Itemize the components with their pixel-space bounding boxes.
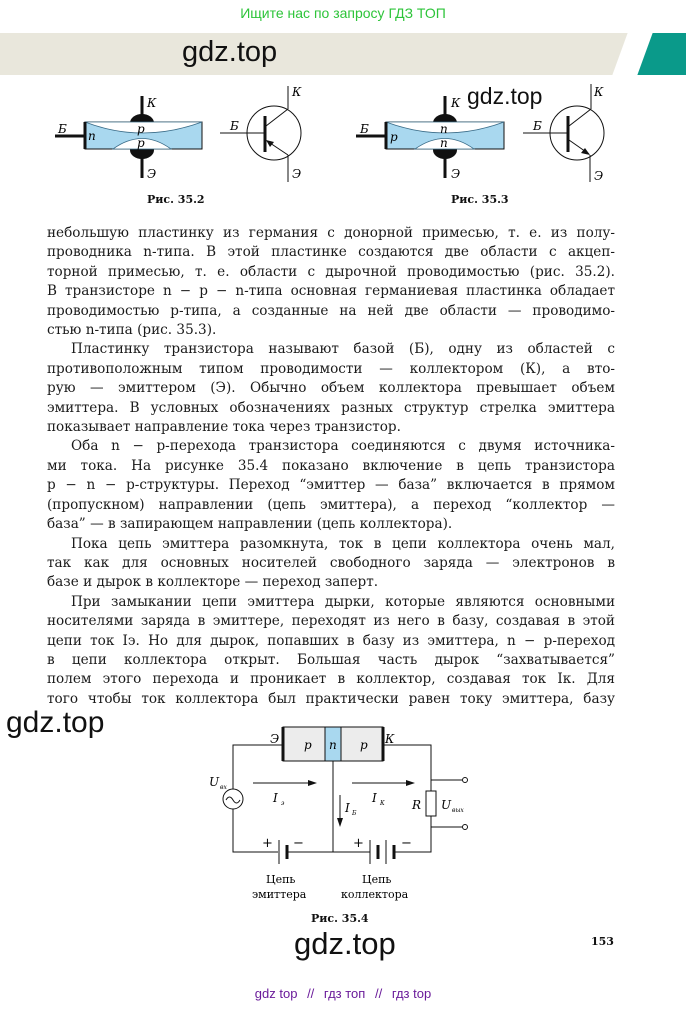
text-line: Пластинку транзистора называют базой (Б), одну из областей с bbox=[71, 341, 615, 358]
svg-text:p: p bbox=[137, 136, 145, 150]
text-line: так как для основных носителей свободного заряда — электронов в bbox=[47, 554, 615, 571]
text-line: того чтобы ток коллектора был практически равен току эмиттера, базу bbox=[47, 690, 615, 707]
text-line: эмиттера. В условных обозначениях разных структур стрелка эмиттера bbox=[47, 399, 615, 416]
svg-text:Э: Э bbox=[292, 167, 302, 181]
watermark-left: gdz.top bbox=[6, 706, 105, 739]
text-line: Оба n − p-перехода транзистора соединяются с двумя источника- bbox=[71, 438, 615, 455]
svg-text:Б: Б bbox=[352, 810, 357, 817]
body-text bbox=[47, 224, 615, 709]
svg-text:−: − bbox=[293, 836, 304, 851]
svg-text:вых: вых bbox=[452, 807, 464, 814]
text-line: в цепи коллектора открыт. Большая часть дырок “захватывается” bbox=[47, 651, 615, 668]
transistor-pnp-structure-diagram bbox=[40, 80, 320, 210]
svg-text:I: I bbox=[345, 801, 350, 815]
svg-text:I: I bbox=[372, 791, 377, 805]
svg-text:К: К bbox=[451, 96, 461, 110]
svg-text:+: + bbox=[353, 836, 364, 851]
svg-text:вх: вх bbox=[220, 784, 227, 791]
text-line: цепи ток Iэ. Но для дырок, попавших в базу из эмиттера, n − p-переход bbox=[47, 632, 615, 649]
svg-text:n: n bbox=[88, 129, 96, 143]
svg-text:К: К bbox=[292, 85, 302, 99]
svg-text:p: p bbox=[360, 738, 368, 752]
text-line: база” — в запирающем направлении (цепь коллектора). bbox=[47, 516, 453, 533]
text-line: ми тока. На рисунке 35.4 показано включение в цепь транзистора bbox=[47, 457, 615, 474]
footer-separator: // bbox=[374, 986, 383, 1001]
text-line: стью n-типа (рис. 35.3). bbox=[47, 322, 217, 339]
text-line: полем этого перехода и проникает в коллектор, создавая ток Iк. Для bbox=[47, 671, 615, 688]
transistor-circuit-diagram bbox=[200, 720, 480, 930]
svg-text:Б: Б bbox=[360, 122, 369, 136]
svg-text:К: К bbox=[594, 85, 604, 99]
svg-text:−: − bbox=[401, 836, 412, 851]
svg-text:Цепь: Цепь bbox=[362, 873, 392, 886]
text-line: p − n − p-структуры. Переход “эмиттер — база” включается в прямом bbox=[47, 477, 615, 494]
paragraph-5 bbox=[47, 593, 615, 709]
paragraph-4 bbox=[47, 535, 615, 593]
svg-text:Б: Б bbox=[58, 122, 67, 136]
promo-text: Ищите нас по запросу ГДЗ ТОП bbox=[240, 5, 446, 21]
svg-text:Э: Э bbox=[451, 167, 461, 181]
figure-caption: Рис. 35.3 bbox=[451, 193, 509, 206]
text-line: противоположным типом проводимости — коллектором (К), а вто- bbox=[47, 360, 615, 377]
page-number: 153 bbox=[591, 935, 614, 948]
watermark-figure: gdz.top bbox=[467, 83, 543, 109]
text-line: проводимостью p-типа, а созданные на ней две области — проводимо- bbox=[47, 302, 615, 319]
text-line: проводника n-типа. В этой пластинке создаются две области с акцеп- bbox=[47, 244, 615, 261]
svg-text:R: R bbox=[412, 798, 422, 812]
text-line: (пропускном) направлении (цепь эмиттера), а переход “коллектор — bbox=[47, 496, 615, 513]
footer-link[interactable]: gdz top bbox=[254, 986, 298, 1001]
text-line: Пока цепь эмиттера разомкнута, ток в цепи коллектора очень мал, bbox=[71, 535, 615, 552]
svg-text:коллектора: коллектора bbox=[341, 888, 409, 901]
header-banner bbox=[0, 33, 686, 75]
text-line: При замыкании цепи эмиттера дырки, которые являются основными bbox=[71, 593, 615, 610]
text-line: небольшую пластинку из германия с донорной примесью, т. е. из полу- bbox=[47, 225, 615, 241]
svg-text:+: + bbox=[262, 836, 273, 851]
svg-text:э: э bbox=[281, 800, 285, 807]
figure-35-4 bbox=[200, 720, 480, 930]
watermark-bottom: gdz.top bbox=[294, 926, 396, 961]
svg-text:Б: Б bbox=[533, 119, 542, 133]
svg-text:Цепь: Цепь bbox=[266, 873, 296, 886]
text-line: базе и дырок в коллекторе — переход заперт. bbox=[47, 574, 379, 591]
figure-caption: Рис. 35.2 bbox=[147, 193, 205, 206]
figure-35-2 bbox=[40, 80, 320, 210]
svg-text:I: I bbox=[273, 791, 278, 805]
text-line: рую — эмиттером (Э). Обычно объем коллектора превышает объем bbox=[47, 380, 615, 397]
figure-caption: Рис. 35.4 bbox=[311, 912, 369, 925]
svg-text:n: n bbox=[329, 738, 337, 752]
svg-text:p: p bbox=[390, 130, 398, 144]
svg-text:К: К bbox=[147, 96, 157, 110]
footer-link[interactable]: гдз top bbox=[391, 986, 432, 1001]
svg-text:Э: Э bbox=[594, 169, 604, 183]
paragraph-2 bbox=[47, 340, 615, 437]
svg-text:p: p bbox=[304, 738, 312, 752]
text-line: носителями заряда в эмиттере, переходят из него в базу, создавая в этой bbox=[47, 613, 615, 630]
text-line: показывает направление тока через транзистор. bbox=[47, 419, 401, 436]
paragraph-3 bbox=[47, 437, 615, 534]
svg-text:n: n bbox=[440, 122, 448, 136]
svg-text:эмиттера: эмиттера bbox=[252, 888, 307, 901]
svg-text:Э: Э bbox=[270, 732, 280, 746]
footer-separator: // bbox=[307, 986, 315, 1001]
text-line: В транзисторе n − p − n-типа основная германиевая пластинка обладает bbox=[47, 283, 615, 300]
svg-text:Э: Э bbox=[147, 167, 157, 181]
svg-text:p: p bbox=[137, 122, 145, 136]
svg-text:U: U bbox=[209, 775, 220, 789]
svg-text:К: К bbox=[385, 732, 395, 746]
footer-link[interactable]: гдз топ bbox=[323, 986, 366, 1001]
svg-text:U: U bbox=[441, 798, 452, 812]
watermark-header: gdz.top bbox=[182, 36, 278, 68]
svg-text:n: n bbox=[440, 136, 448, 150]
svg-text:К: К bbox=[380, 800, 385, 807]
svg-text:Б: Б bbox=[230, 119, 239, 133]
text-line: торной примесью, т. е. области с дырочной проводимостью (рис. 35.2). bbox=[47, 263, 615, 280]
paragraph-1 bbox=[47, 224, 615, 340]
footer-links bbox=[0, 986, 686, 1001]
